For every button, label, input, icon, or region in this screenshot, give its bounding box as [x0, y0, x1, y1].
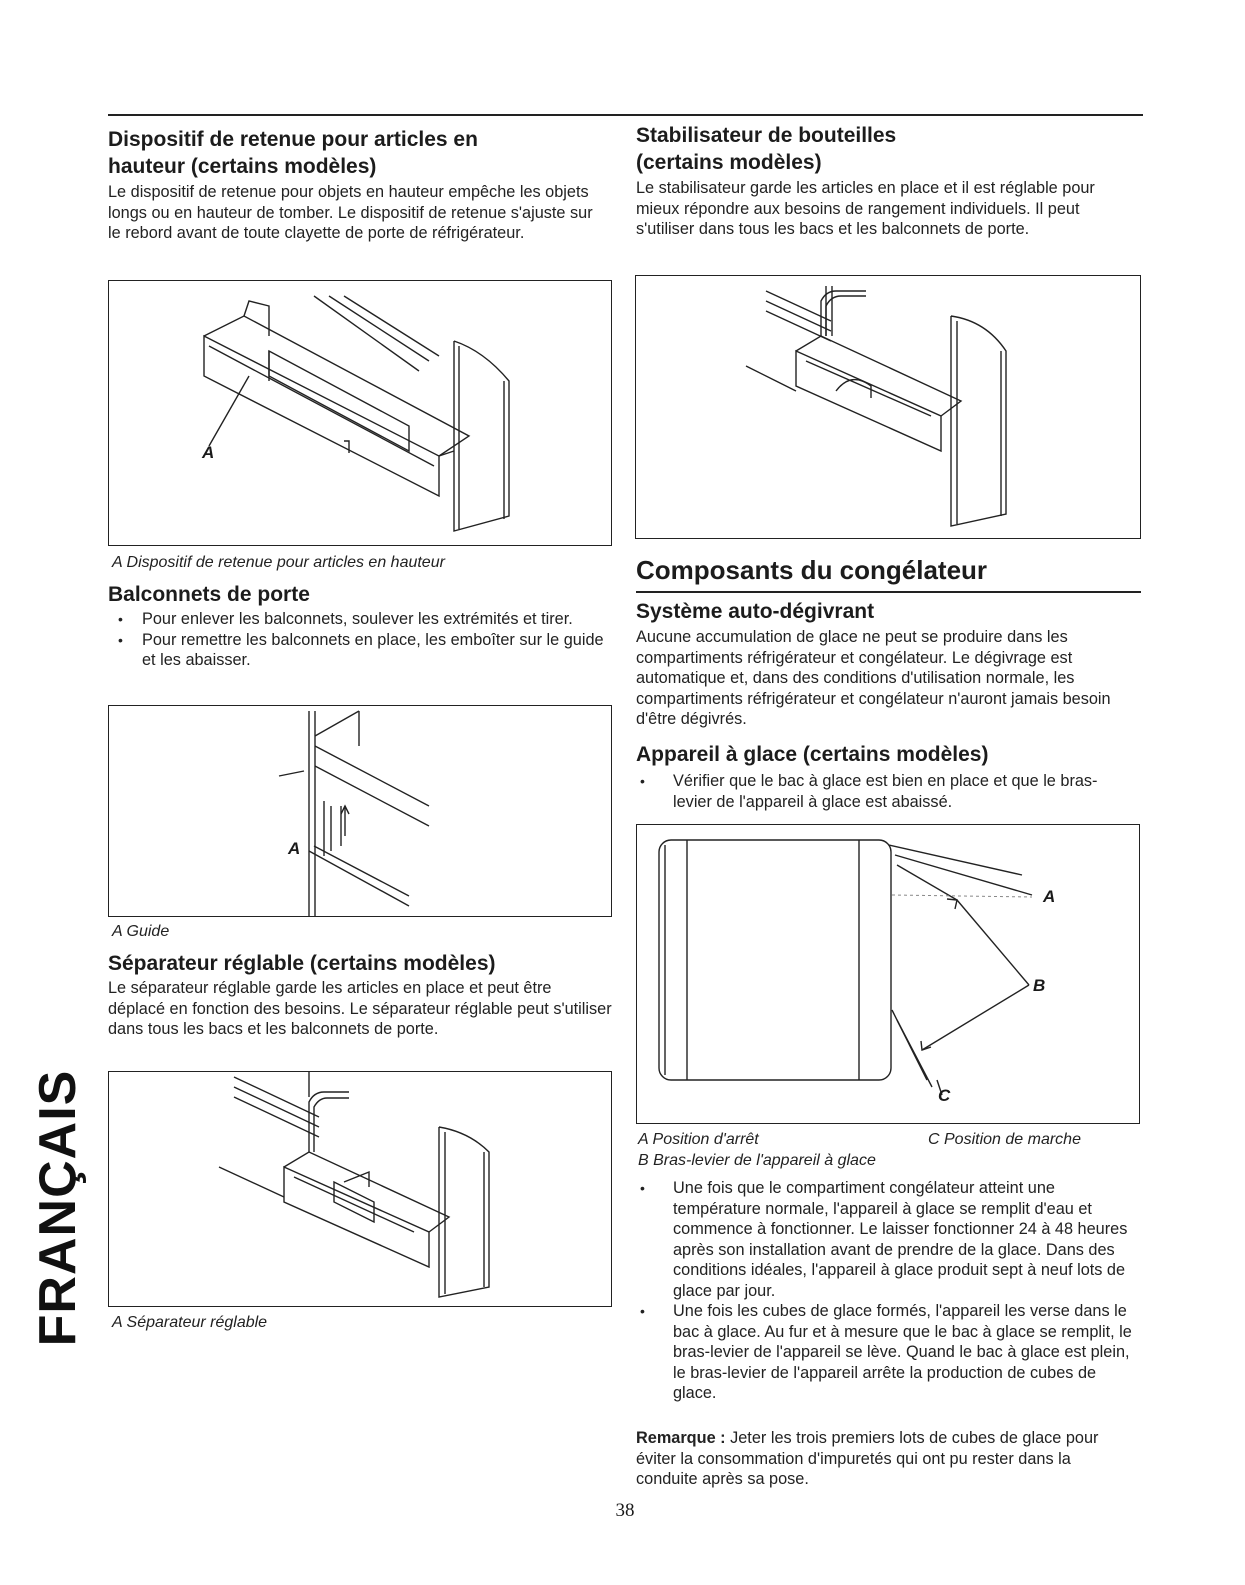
section-title-freezer: Composants du congélateur — [636, 555, 988, 585]
door-bins-list — [108, 609, 608, 671]
title-line-2: hauteur (certains modèles) — [108, 155, 377, 178]
title-auto-defrost: Système auto-dégivrant — [636, 600, 875, 623]
adjustable-divider-body: Le séparateur réglable garde les articles en place et peut être déplacé en fonction des besoins. Le séparateur réglable peut s'utiliser dans tous les bacs et les balconnets de porte. — [108, 979, 612, 1038]
figure-label-a-guide: A — [288, 839, 301, 858]
page-number: 38 — [615, 1500, 635, 1521]
title-line-2: (certains modèles) — [636, 151, 822, 174]
figure-ice-maker — [636, 824, 1140, 1124]
caption-guide: A Guide — [112, 923, 170, 940]
language-side-label — [28, 1069, 88, 1347]
list-item: • Une fois que le compartiment congélateur atteint une température normale, l'appareil à glace se remplit d'eau et commence à fonctionner. Le laisser fonctionner 24 à 48 heures après son installation avant de prendre de la glace. Dans des conditions idéales, l'appareil à glace produit sept à neuf lots de glace par jour. — [636, 1178, 1136, 1301]
figure-adjustable-divider — [108, 1071, 612, 1307]
figure-height-retainer — [108, 280, 612, 546]
top-rule — [108, 114, 1143, 116]
section-title-bottle-stabilizer — [636, 124, 1136, 174]
title-line-1: Dispositif de retenue pour articles en — [108, 128, 478, 151]
bottle-stabilizer-body: Le stabilisateur garde les articles en place et il est réglable pour mieux répondre aux besoins de rangement individuels. Il peut s'utiliser dans tous les bacs et les balconnets de porte. — [636, 179, 1095, 238]
note-body: Jeter les trois premiers lots de cubes de glace pour éviter la consommation d'impuretés qui ont pu rester dans la conduite après sa pose. — [636, 1429, 1099, 1488]
section-title-height-retainer — [108, 128, 608, 178]
figure-label-a: A — [202, 443, 215, 462]
figure-label-c-on: C — [938, 1086, 951, 1105]
caption-adjustable-divider: A Séparateur réglable — [112, 1314, 268, 1331]
caption-control-arm: B Bras-levier de l'appareil à glace — [638, 1152, 876, 1169]
auto-defrost-body: Aucune accumulation de glace ne peut se produire dans les compartiments réfrigérateur et congélateur. Le dégivrage est automatique et, dans des conditions d'utilisation normale, les compartiments réfrigérateur et congélateur n'auront jamais besoin d'être dégivrés. — [636, 628, 1111, 728]
caption-stop-position: A Position d'arrêt — [638, 1131, 759, 1148]
caption-run-position: C Position de marche — [928, 1131, 1081, 1148]
title-adjustable-divider: Séparateur réglable (certains modèles) — [108, 952, 496, 975]
height-retainer-illustration — [109, 281, 611, 545]
ice-maker-check-list — [636, 771, 1136, 812]
height-retainer-body: Le dispositif de retenue pour objets en hauteur empêche les objets longs ou en hauteur de tomber. Le dispositif de retenue s'ajuste sur le rebord avant de toute clayette de porte de réfrigérateur. — [108, 183, 593, 242]
title-ice-maker: Appareil à glace (certains modèles) — [636, 743, 989, 766]
title-door-bins: Balconnets de porte — [108, 583, 310, 606]
bottle-stabilizer-illustration — [636, 276, 1140, 538]
figure-door-bins — [108, 705, 612, 917]
adjustable-divider-illustration — [109, 1072, 611, 1306]
side-label-text: FRANÇAIS — [29, 1069, 87, 1347]
figure-bottle-stabilizer — [635, 275, 1141, 539]
list-item: • Vérifier que le bac à glace est bien en place et que le bras-levier de l'appareil à glace est abaissé. — [636, 771, 1136, 812]
list-item: • Pour enlever les balconnets, soulever les extrémités et tirer. — [108, 609, 608, 630]
section-rule — [636, 591, 1141, 593]
ice-maker-operation-list — [636, 1178, 1136, 1404]
ice-maker-illustration — [637, 825, 1139, 1123]
figure-label-a-stop: A — [1043, 887, 1056, 906]
title-line-1: Stabilisateur de bouteilles — [636, 124, 897, 147]
list-item: • Pour remettre les balconnets en place, les emboîter sur le guide et les abaisser. — [108, 630, 608, 671]
caption-height-retainer: A Dispositif de retenue pour articles en hauteur — [112, 554, 445, 571]
list-item: • Une fois les cubes de glace formés, l'appareil les verse dans le bac à glace. Au fur et à mesure que le bac à glace se remplit, le bras-levier de l'appareil se lève. Quand le bac à glace est plein, le bras-levier de l'appareil arrête la production de cubes de glace. — [636, 1301, 1136, 1404]
note-label: Remarque : — [636, 1429, 726, 1447]
figure-label-b-arm: B — [1033, 976, 1046, 995]
note-paragraph — [636, 1428, 1126, 1490]
door-bins-illustration — [109, 706, 611, 916]
